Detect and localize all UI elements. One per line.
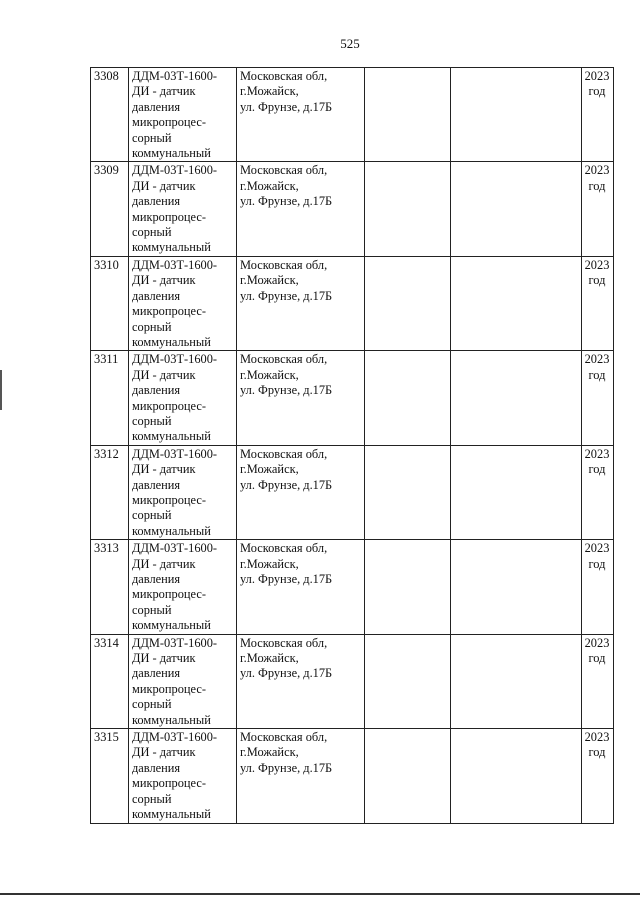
empty-cell: [451, 634, 582, 728]
table-row: [91, 540, 614, 634]
row-number-cell: [91, 634, 129, 728]
item-name-line: микропроцес-: [132, 681, 206, 696]
item-name-line: микропроцес-: [132, 209, 206, 224]
address-cell: [237, 351, 365, 445]
item-name-line: ДДМ-03Т-1600-: [132, 257, 218, 272]
table-row: [91, 351, 614, 445]
row-number: 3313: [94, 541, 119, 556]
address-line: г.Можайск,: [240, 556, 299, 571]
item-name-line: давления: [132, 194, 181, 209]
item-name-line: коммунальный: [132, 807, 211, 822]
address-cell: [237, 162, 365, 256]
empty-cell: [451, 162, 582, 256]
address-line: г.Можайск,: [240, 84, 299, 99]
row-number: 3315: [94, 730, 119, 745]
empty-cell: [365, 68, 451, 162]
address-line: г.Можайск,: [240, 462, 299, 477]
item-name-line: ДИ - датчик: [132, 745, 196, 760]
registry-table-body: [91, 68, 614, 824]
item-name-line: ДДМ-03Т-1600-: [132, 446, 218, 461]
item-name-cell: [129, 729, 237, 823]
year-block: [584, 636, 610, 667]
item-name-line: ДИ - датчик: [132, 367, 196, 382]
item-name-line: давления: [132, 760, 181, 775]
item-name-line: коммунальный: [132, 240, 211, 255]
empty-cell: [451, 540, 582, 634]
row-number-cell: [91, 162, 129, 256]
empty-cell: [451, 729, 582, 823]
item-name-line: сорный: [132, 130, 172, 145]
address-cell: [237, 729, 365, 823]
item-name-line: сорный: [132, 413, 172, 428]
item-name-line: сорный: [132, 319, 172, 334]
year-block: [584, 258, 610, 289]
item-name-line: микропроцес-: [132, 115, 206, 130]
address-line: ул. Фрунзе, д.17Б: [240, 288, 333, 303]
address-line: Московская обл,: [240, 352, 328, 367]
year-line: год: [588, 84, 606, 99]
year-line: 2023: [584, 69, 610, 83]
year-line: год: [588, 367, 606, 382]
year-cell: [582, 540, 614, 634]
address-line: Московская обл,: [240, 446, 328, 461]
item-name-cell: [129, 540, 237, 634]
address-cell: [237, 445, 365, 539]
row-number: 3314: [94, 635, 119, 650]
item-name-line: ДИ - датчик: [132, 84, 196, 99]
row-number-cell: [91, 445, 129, 539]
item-name-line: коммунальный: [132, 146, 211, 161]
item-name-line: ДДМ-03Т-1600-: [132, 541, 218, 556]
address-line: Московская обл,: [240, 163, 328, 178]
address-line: г.Можайск,: [240, 651, 299, 666]
address-line: Московская обл,: [240, 730, 328, 745]
address-line: ул. Фрунзе, д.17Б: [240, 666, 333, 681]
year-line: 2023: [584, 541, 610, 556]
table-row: [91, 162, 614, 256]
item-name-cell: [129, 256, 237, 350]
empty-cell: [365, 351, 451, 445]
item-name-line: давления: [132, 288, 181, 303]
item-name-line: ДИ - датчик: [132, 178, 196, 193]
item-name-line: микропроцес-: [132, 304, 206, 319]
item-name-line: микропроцес-: [132, 492, 206, 507]
year-block: [584, 541, 610, 572]
year-block: [584, 447, 610, 478]
table-row: [91, 256, 614, 350]
year-line: 2023: [584, 257, 610, 272]
row-number: 3309: [94, 163, 119, 178]
year-line: год: [588, 556, 606, 571]
address-line: г.Можайск,: [240, 178, 299, 193]
empty-cell: [365, 162, 451, 256]
year-line: 2023: [584, 635, 610, 650]
year-cell: [582, 162, 614, 256]
address-cell: [237, 256, 365, 350]
item-name-line: коммунальный: [132, 334, 211, 349]
address-cell: [237, 68, 365, 162]
year-cell: [582, 445, 614, 539]
empty-cell: [451, 351, 582, 445]
year-line: год: [588, 462, 606, 477]
item-name-line: микропроцес-: [132, 776, 206, 791]
item-name-line: сорный: [132, 508, 172, 523]
item-name-line: ДИ - датчик: [132, 273, 196, 288]
item-name-line: сорный: [132, 225, 172, 240]
year-line: год: [588, 651, 606, 666]
scan-edge-mark: [0, 370, 2, 410]
item-name-line: коммунальный: [132, 523, 211, 538]
address-line: ул. Фрунзе, д.17Б: [240, 760, 333, 775]
address-line: г.Можайск,: [240, 745, 299, 760]
item-name-line: давления: [132, 572, 181, 586]
address-line: ул. Фрунзе, д.17Б: [240, 383, 333, 398]
row-number: 3308: [94, 69, 119, 83]
item-name-cell: [129, 351, 237, 445]
year-cell: [582, 68, 614, 162]
empty-cell: [451, 256, 582, 350]
item-name-line: ДДМ-03Т-1600-: [132, 730, 218, 745]
year-line: 2023: [584, 352, 610, 367]
item-name-line: микропроцес-: [132, 587, 206, 602]
year-line: год: [588, 178, 606, 193]
address-line: г.Можайск,: [240, 367, 299, 382]
address-line: Московская обл,: [240, 635, 328, 650]
year-block: [584, 69, 610, 100]
address-line: ул. Фрунзе, д.17Б: [240, 194, 333, 209]
row-number: 3311: [94, 352, 119, 367]
item-name-line: ДДМ-03Т-1600-: [132, 163, 218, 178]
item-name-cell: [129, 445, 237, 539]
address-cell: [237, 634, 365, 728]
row-number-cell: [91, 540, 129, 634]
item-name-line: ДДМ-03Т-1600-: [132, 352, 218, 367]
row-number: 3310: [94, 257, 119, 272]
address-line: ул. Фрунзе, д.17Б: [240, 477, 333, 492]
item-name-line: сорный: [132, 697, 172, 712]
item-name-line: ДИ - датчик: [132, 556, 196, 571]
year-block: [584, 730, 610, 761]
item-name-cell: [129, 634, 237, 728]
year-line: год: [588, 745, 606, 760]
empty-cell: [451, 445, 582, 539]
address-line: Московская обл,: [240, 257, 328, 272]
year-line: год: [588, 273, 606, 288]
year-cell: [582, 729, 614, 823]
address-line: ул. Фрунзе, д.17Б: [240, 572, 333, 586]
row-number-cell: [91, 729, 129, 823]
empty-cell: [365, 445, 451, 539]
scan-bottom-edge: [0, 893, 640, 895]
empty-cell: [451, 68, 582, 162]
address-line: ул. Фрунзе, д.17Б: [240, 99, 333, 114]
empty-cell: [365, 634, 451, 728]
address-line: г.Можайск,: [240, 273, 299, 288]
registry-table: [90, 67, 614, 824]
year-line: 2023: [584, 446, 610, 461]
table-row: [91, 445, 614, 539]
page-number: 525: [340, 36, 360, 51]
table-row: [91, 729, 614, 823]
address-cell: [237, 540, 365, 634]
item-name-cell: [129, 162, 237, 256]
item-name-line: ДИ - датчик: [132, 462, 196, 477]
item-name-line: давления: [132, 666, 181, 681]
empty-cell: [365, 729, 451, 823]
empty-cell: [365, 540, 451, 634]
address-line: Московская обл,: [240, 541, 328, 556]
item-name-line: ДИ - датчик: [132, 651, 196, 666]
empty-cell: [365, 256, 451, 350]
row-number-cell: [91, 68, 129, 162]
item-name-line: ДДМ-03Т-1600-: [132, 635, 218, 650]
item-name-line: давления: [132, 99, 181, 114]
item-name-line: сорный: [132, 602, 172, 617]
table-row: [91, 68, 614, 162]
table-row: [91, 634, 614, 728]
year-block: [584, 352, 610, 383]
item-name-cell: [129, 68, 237, 162]
year-cell: [582, 351, 614, 445]
year-line: 2023: [584, 730, 610, 745]
year-cell: [582, 634, 614, 728]
year-block: [584, 163, 610, 194]
address-line: Московская обл,: [240, 69, 328, 83]
row-number: 3312: [94, 446, 119, 461]
item-name-line: микропроцес-: [132, 398, 206, 413]
item-name-line: давления: [132, 383, 181, 398]
row-number-cell: [91, 351, 129, 445]
item-name-line: коммунальный: [132, 712, 211, 727]
item-name-line: коммунальный: [132, 429, 211, 444]
item-name-line: коммунальный: [132, 618, 211, 633]
year-cell: [582, 256, 614, 350]
row-number-cell: [91, 256, 129, 350]
item-name-line: давления: [132, 477, 181, 492]
year-line: 2023: [584, 163, 610, 178]
item-name-line: ДДМ-03Т-1600-: [132, 69, 218, 83]
item-name-line: сорный: [132, 791, 172, 806]
